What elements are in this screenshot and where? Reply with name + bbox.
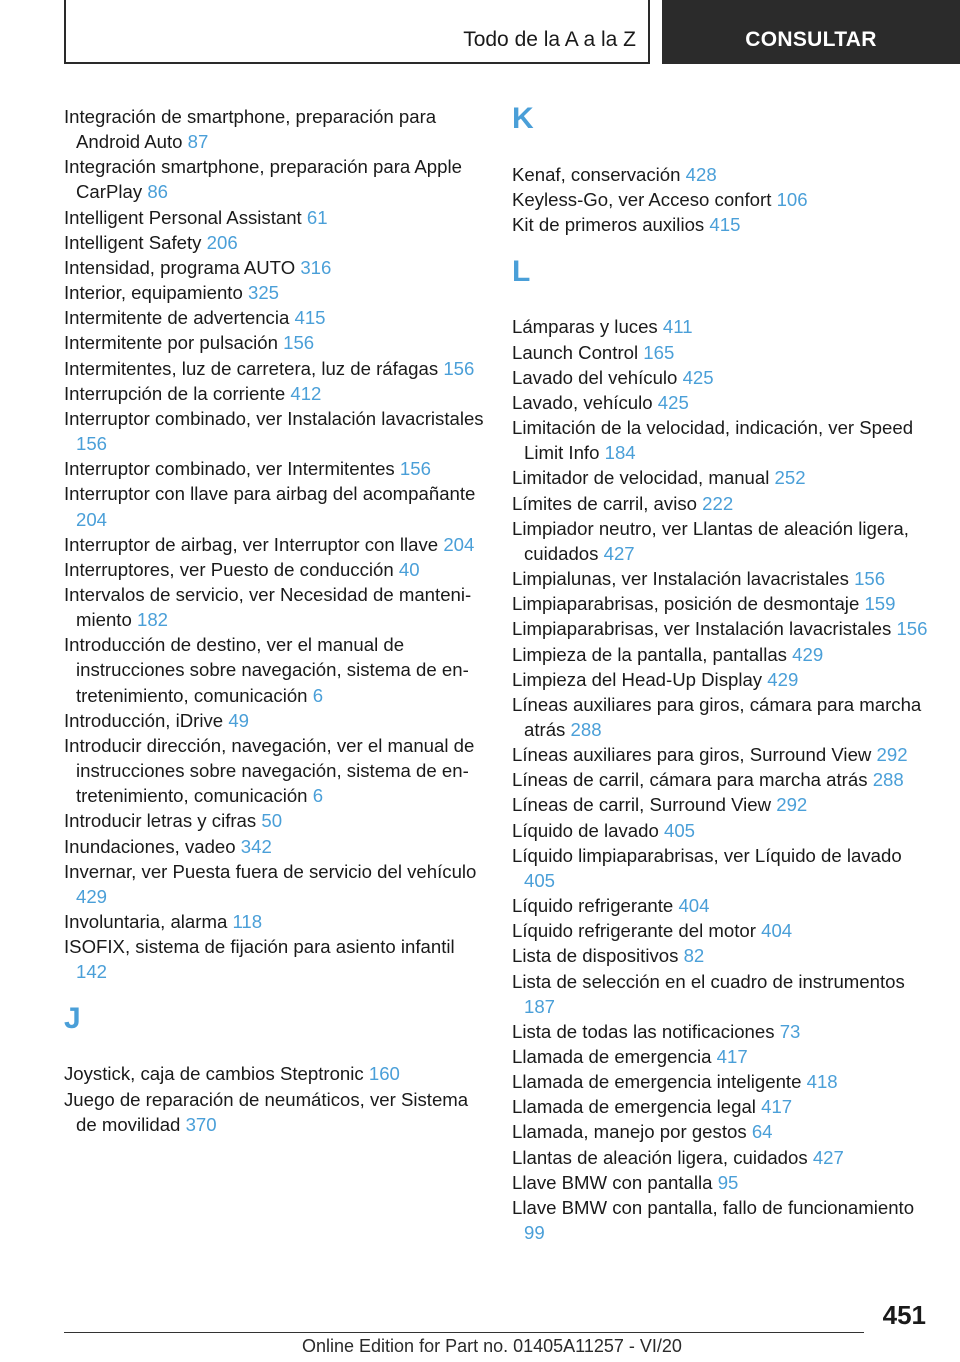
index-entry-text: Interruptor con llave para airbag del acompañante xyxy=(64,483,476,505)
letter-heading-j: J xyxy=(64,1002,81,1036)
index-page-link[interactable]: 160 xyxy=(368,1063,400,1085)
index-entry xyxy=(512,767,932,792)
index-entry xyxy=(512,616,932,641)
index-entry xyxy=(512,1044,932,1069)
index-entry xyxy=(64,808,484,833)
index-entry-text: Limitación de la velocidad, indicación, ver Speed Limit Info xyxy=(512,417,914,464)
index-entry-text: Intelligent Safety xyxy=(64,231,202,253)
index-entry xyxy=(64,230,484,255)
index-page-link[interactable]: 292 xyxy=(776,794,808,816)
index-page-link[interactable]: 187 xyxy=(524,995,556,1017)
index-entry-text: Launch Control xyxy=(512,341,639,363)
index-entry xyxy=(512,1119,932,1144)
index-entry xyxy=(64,406,484,456)
index-entry-text: Intervalos de servicio, ver Necesidad de mantenimiento xyxy=(64,583,472,631)
index-entry xyxy=(512,1170,932,1195)
index-entry-text: Llamada de emergencia inteligente xyxy=(512,1071,802,1093)
consult-tab[interactable] xyxy=(662,0,960,64)
index-page-link[interactable]: 425 xyxy=(657,391,689,413)
index-entry-text: Lista de todas las notificaciones xyxy=(512,1020,775,1042)
index-entry xyxy=(512,340,932,365)
index-page-link[interactable]: 82 xyxy=(683,945,705,967)
index-entry-text: Kit de primeros auxilios xyxy=(512,214,705,236)
index-entry-text: Llave BMW con pantalla, fallo de funcionamiento xyxy=(512,1196,915,1218)
index-entry xyxy=(512,667,932,692)
index-entry-text: Limitador de velocidad, manual xyxy=(512,467,770,489)
index-entry xyxy=(512,1094,932,1119)
index-page-link[interactable]: 87 xyxy=(187,131,209,153)
section-tab-label: Todo de la A a la Z xyxy=(463,28,636,51)
index-column-right xyxy=(512,104,932,1245)
index-page-link[interactable]: 61 xyxy=(306,206,328,228)
index-page-link[interactable]: 415 xyxy=(294,307,326,329)
index-page-link[interactable]: 415 xyxy=(709,214,741,236)
index-entry xyxy=(64,255,484,280)
index-entry-text: Líneas auxiliares para giros, cámara para marcha atrás xyxy=(512,693,922,740)
index-entry xyxy=(64,104,484,154)
index-entry xyxy=(512,969,932,1019)
index-entry xyxy=(64,1087,484,1137)
index-page-link[interactable]: 86 xyxy=(147,181,168,203)
index-page-link[interactable]: 118 xyxy=(232,911,263,932)
index-entry xyxy=(512,415,932,465)
index-entry-text: Límites de carril, aviso xyxy=(512,492,697,514)
index-entry xyxy=(512,187,932,212)
index-entry xyxy=(64,733,484,808)
index-page-link[interactable]: 6 xyxy=(312,785,324,807)
index-page-link[interactable]: 165 xyxy=(643,341,675,363)
index-entry-text: Introducir letras y cifras xyxy=(64,810,257,832)
index-page-link[interactable]: 142 xyxy=(76,961,108,983)
index-page-link[interactable]: 222 xyxy=(702,492,734,514)
index-page-link[interactable]: 156 xyxy=(896,618,928,640)
index-entry-text: Introducción, iDrive xyxy=(64,709,224,731)
index-page-link[interactable]: 64 xyxy=(751,1121,773,1143)
index-entry xyxy=(64,834,484,859)
index-entry xyxy=(64,582,484,632)
index-page-link[interactable]: 156 xyxy=(399,458,431,480)
index-entry-text: Integración de smartphone, preparación para Android Auto xyxy=(64,106,437,153)
index-entry-text: Kenaf, conservación xyxy=(512,164,681,185)
index-entry-text: Lavado del vehículo xyxy=(512,366,678,388)
index-entry xyxy=(64,205,484,230)
index-page-link[interactable]: 429 xyxy=(767,668,799,690)
index-page-link[interactable]: 206 xyxy=(206,231,238,253)
index-page-link[interactable]: 182 xyxy=(136,609,169,631)
index-entry xyxy=(512,742,932,767)
index-entry xyxy=(64,330,484,355)
index-page-link[interactable]: 405 xyxy=(663,819,696,841)
index-page-link[interactable]: 316 xyxy=(300,256,332,278)
index-page-link[interactable]: 411 xyxy=(662,316,693,338)
index-entry-text: Keyless-Go, ver Acceso confort xyxy=(512,189,772,211)
index-entry-text: Limpieza de la pantalla, pantallas xyxy=(512,643,787,665)
index-entry xyxy=(512,692,932,742)
index-entry-text: Inundaciones, vadeo xyxy=(64,835,236,857)
index-page-link[interactable]: 429 xyxy=(792,643,824,665)
index-entry-text: Limpiaparabrisas, ver Instalación lavacristales xyxy=(512,618,892,640)
index-entry-text: Interrupción de la corriente xyxy=(64,382,286,404)
index-entry-text: Intermitente por pulsación xyxy=(64,332,278,354)
index-page-link[interactable]: 292 xyxy=(876,744,908,766)
index-page-link[interactable]: 425 xyxy=(682,366,714,388)
index-entry-text: Líquido limpiaparabrisas, ver Líquido de lavado xyxy=(512,844,902,866)
index-entry-text: Limpiaparabrisas, posición de desmontaje xyxy=(512,593,860,615)
index-entry xyxy=(512,1195,932,1245)
index-entry-text: Líquido refrigerante del motor xyxy=(512,920,756,942)
index-entry-text: Interruptor de airbag, ver Interruptor con llave xyxy=(64,533,439,555)
index-page-link[interactable]: 404 xyxy=(761,920,793,942)
index-page-link[interactable]: 325 xyxy=(248,282,280,304)
index-entry xyxy=(512,843,932,893)
index-entry xyxy=(64,859,484,909)
index-entry xyxy=(64,557,484,582)
index-entry-text: Lámparas y luces xyxy=(512,316,658,338)
index-page-link[interactable]: 40 xyxy=(398,558,420,580)
page-number: 451 xyxy=(882,1300,926,1330)
letter-heading-l: L xyxy=(512,255,531,289)
letter-heading-k: K xyxy=(512,102,534,135)
index-page-link[interactable]: 370 xyxy=(185,1113,217,1135)
index-entry xyxy=(512,212,932,237)
index-entry-text: Líneas auxiliares para giros, Surround View xyxy=(512,744,872,766)
index-entry-text: Juego de reparación de neumáticos, ver Sistema de movilidad xyxy=(64,1088,469,1135)
index-entry-text: Intermitente de advertencia xyxy=(64,307,290,329)
index-page-link[interactable]: 342 xyxy=(240,835,272,857)
index-entry xyxy=(512,943,932,968)
index-list-k xyxy=(512,162,932,237)
index-entry-text: Llamada de emergencia legal xyxy=(512,1096,756,1118)
index-entry xyxy=(512,465,932,490)
index-entry xyxy=(64,1061,484,1086)
index-page-link[interactable]: 429 xyxy=(76,885,108,907)
index-entry xyxy=(512,642,932,667)
index-entry xyxy=(64,280,484,305)
index-page-link[interactable]: 428 xyxy=(685,164,717,185)
index-entry xyxy=(64,456,484,481)
index-entry xyxy=(64,708,484,733)
index-page-link[interactable]: 417 xyxy=(761,1096,793,1118)
index-entry-text: Lista de selección en el cuadro de instrumentos xyxy=(512,970,905,992)
index-entry-text: Líneas de carril, cámara para marcha atrás xyxy=(512,769,868,791)
index-entry-text: Joystick, caja de cambios Steptronic xyxy=(64,1063,364,1085)
footer-edition-text: Online Edition for Part no. 01405A11257 - VI/20 xyxy=(302,1336,682,1356)
index-entry xyxy=(512,893,932,918)
index-entry xyxy=(512,818,932,843)
index-entry-text: Llamada de emergencia xyxy=(512,1046,712,1067)
index-page-link[interactable]: 204 xyxy=(443,533,475,555)
index-entry-text: Llave BMW con pantalla xyxy=(512,1171,713,1193)
index-entry-text: Líquido refrigerante xyxy=(512,895,674,917)
index-page-link[interactable]: 156 xyxy=(76,433,108,455)
index-page-link[interactable]: 418 xyxy=(806,1071,838,1093)
index-page-link[interactable]: 156 xyxy=(854,568,886,590)
index-entry xyxy=(64,909,484,934)
index-page-link[interactable]: 288 xyxy=(570,718,602,740)
index-entry-text: Líquido de lavado xyxy=(512,819,659,841)
index-entry xyxy=(512,918,932,943)
index-entry-text: Limpialunas, ver Instalación lavacristales xyxy=(512,568,849,590)
index-entry xyxy=(512,1069,932,1094)
index-list-i xyxy=(64,104,484,984)
index-entry xyxy=(64,305,484,330)
index-page-link[interactable]: 49 xyxy=(228,709,250,731)
index-entry-text: Interruptor combinado, ver Instalación lavacristales xyxy=(64,407,484,429)
index-entry-text: Llantas de aleación ligera, cuidados xyxy=(512,1146,808,1168)
index-entry-text: Interior, equipamiento xyxy=(64,282,243,304)
index-entry xyxy=(64,481,484,531)
index-entry xyxy=(512,591,932,616)
index-entry xyxy=(512,1145,932,1170)
index-page-link[interactable]: 252 xyxy=(774,467,806,489)
index-page-link[interactable]: 404 xyxy=(678,895,710,917)
index-entry-text: Lista de dispositivos xyxy=(512,945,679,967)
index-page-link[interactable]: 6 xyxy=(312,684,324,706)
index-entry xyxy=(512,1019,932,1044)
index-entry xyxy=(512,566,932,591)
index-page-link[interactable]: 412 xyxy=(290,382,322,404)
index-page-link[interactable]: 159 xyxy=(864,593,896,615)
index-entry-text: Invernar, ver Puesta fuera de servicio del vehículo xyxy=(64,860,477,882)
page-header xyxy=(64,0,960,64)
index-entry-text: Intelligent Personal Assistant xyxy=(64,206,302,228)
index-entry xyxy=(512,491,932,516)
index-entry-text: Limpieza del Head-Up Display xyxy=(512,668,763,690)
index-page-link[interactable]: 106 xyxy=(776,189,808,211)
index-entry-text: Integración smartphone, preparación para Apple CarPlay xyxy=(64,156,462,203)
index-entry xyxy=(512,162,932,187)
index-list-j xyxy=(64,1061,484,1136)
index-entry xyxy=(64,356,484,381)
index-entry-text: ISOFIX, sistema de fijación para asiento infantil xyxy=(64,936,455,958)
index-page-link[interactable]: 204 xyxy=(76,508,108,530)
index-page-link[interactable]: 95 xyxy=(717,1171,739,1193)
index-page-link[interactable]: 73 xyxy=(779,1020,801,1042)
footer-divider xyxy=(64,1332,864,1333)
index-page-link[interactable]: 184 xyxy=(604,442,636,464)
index-entry-text: Involuntaria, alarma xyxy=(64,911,228,932)
index-page-link[interactable]: 427 xyxy=(812,1146,844,1168)
consult-tab-label: CONSULTAR xyxy=(745,28,877,51)
index-entry-text: Interruptor combinado, ver Intermitentes xyxy=(64,458,395,480)
index-entry xyxy=(64,632,484,707)
index-entry-text: Intermitentes, luz de carretera, luz de ráfagas xyxy=(64,357,439,379)
index-entry-text: Lavado, vehículo xyxy=(512,391,653,413)
index-entry xyxy=(512,365,932,390)
index-page-link[interactable]: 405 xyxy=(524,869,556,891)
index-entry-text: Introducción de destino, ver el manual de instrucciones sobre navegación, sistema de entretenimiento, comunicación xyxy=(64,634,469,706)
index-entry-text: Limpiador neutro, ver Llantas de aleación ligera, cuidados xyxy=(512,517,909,564)
index-entry xyxy=(512,314,932,339)
index-entry xyxy=(64,532,484,557)
index-entry xyxy=(512,390,932,415)
index-page-link[interactable]: 99 xyxy=(524,1222,545,1244)
index-page-link[interactable]: 156 xyxy=(283,332,315,354)
index-list-l xyxy=(512,314,932,1245)
index-entry xyxy=(64,934,484,984)
index-page-link[interactable]: 156 xyxy=(443,357,475,379)
index-entry-text: Intensidad, programa AUTO xyxy=(64,256,296,278)
index-entry-text: Introducir dirección, navegación, ver el manual de instrucciones sobre navegación, sistema de entretenimiento, comunicación xyxy=(64,734,475,807)
index-entry-text: Interruptores, ver Puesto de conducción xyxy=(64,558,394,580)
section-tab xyxy=(64,0,650,64)
index-page-link[interactable]: 427 xyxy=(603,542,635,564)
index-entry xyxy=(512,792,932,817)
index-entry-text: Llamada, manejo por gestos xyxy=(512,1121,747,1143)
index-entry xyxy=(64,381,484,406)
index-entry xyxy=(64,154,484,204)
index-entry-text: Líneas de carril, Surround View xyxy=(512,794,772,816)
index-page-link[interactable]: 50 xyxy=(261,810,283,832)
index-column-left xyxy=(64,104,484,1137)
index-entry xyxy=(512,516,932,566)
index-page-link[interactable]: 288 xyxy=(872,769,904,791)
index-page-link[interactable]: 417 xyxy=(716,1046,748,1067)
